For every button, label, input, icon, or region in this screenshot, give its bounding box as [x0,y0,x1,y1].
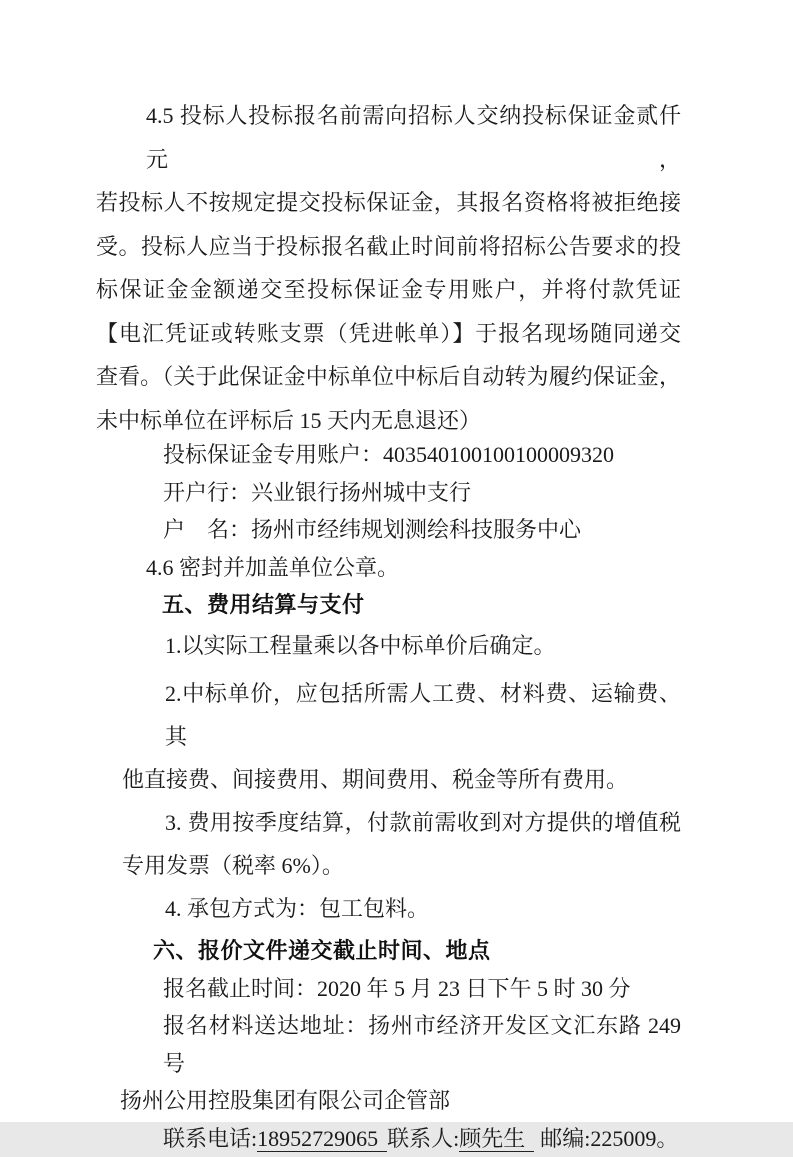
deposit-bank-name: 开户行：兴业银行扬州城中支行 [96,474,681,512]
paragraph-4-5 [96,94,681,442]
paragraph-4-5-line-3: 受。投标人应当于投标报名截止时间前将招标公告要求的投 [96,225,681,269]
paragraph-4-5-line-6: 查看。（关于此保证金中标单位中标后自动转为履约保证金， [96,355,681,399]
deposit-account-block [96,436,681,586]
document-content [96,94,681,1157]
section-5-heading: 五、费用结算与支付 [96,586,681,624]
contact-person-name: 顾先生 [459,1126,534,1152]
paragraph-4-6: 4.6 密封并加盖单位公章。 [96,549,681,587]
section-5-item-4-text: 4. 承包方式为：包工包料。 [96,887,681,930]
section-6-heading: 六、报价文件递交截止时间、地点 [96,932,681,970]
section-5-item-4 [96,887,681,930]
contact-line [96,1120,681,1157]
section-5-item-1-text: 1.以实际工程量乘以各中标单价后确定。 [96,624,681,667]
section-5-item-3-line-1: 3. 费用按季度结算，付款前需收到对方提供的增值税 [96,801,681,844]
contact-phone-label: 联系电话: [163,1126,257,1151]
contact-person-label: 联系人: [387,1126,459,1151]
section-5-item-3 [96,801,681,887]
paragraph-4-5-line-1: 4.5 投标人投标报名前需向招标人交纳投标保证金贰仟元， [96,94,681,181]
paragraph-4-5-line-7: 未中标单位在评标后 15 天内无息退还） [96,399,681,443]
registration-deadline: 报名截止时间：2020 年 5 月 23 日下午 5 时 30 分 [96,970,681,1008]
delivery-address-line-2: 扬州公用控股集团有限公司企管部 [96,1082,681,1120]
section-5-item-2-line-1: 2.中标单价，应包括所需人工费、材料费、运输费、其 [96,672,681,758]
deposit-account-holder: 户 名：扬州市经纬规划测绘科技服务中心 [96,511,681,549]
section-5-item-3-line-2: 专用发票（税率 6%）。 [96,844,681,887]
delivery-address-line-1: 报名材料送达地址：扬州市经济开发区文汇东路 249 号 [96,1007,681,1082]
contact-phone-number: 18952729065 [257,1126,387,1152]
paragraph-4-5-line-4: 标保证金金额递交至投标保证金专用账户，并将付款凭证 [96,268,681,312]
paragraph-4-5-line-5: 【电汇凭证或转账支票（凭进帐单）】于报名现场随同递交 [96,312,681,356]
section-5-item-1 [96,624,681,667]
section-5-item-2-line-2: 他直接费、间接费用、期间费用、税金等所有费用。 [96,758,681,801]
contact-zip-label: 邮编: [540,1126,590,1151]
section-5-item-2 [96,672,681,801]
contact-zip-code: 225009。 [590,1126,678,1151]
section-5 [96,586,681,624]
paragraph-4-5-line-2: 若投标人不按规定提交投标保证金，其报名资格将被拒绝接 [96,181,681,225]
section-6-body [96,970,681,1157]
deposit-account-number: 投标保证金专用账户：403540100100100009320 [96,436,681,474]
section-6 [96,932,681,970]
